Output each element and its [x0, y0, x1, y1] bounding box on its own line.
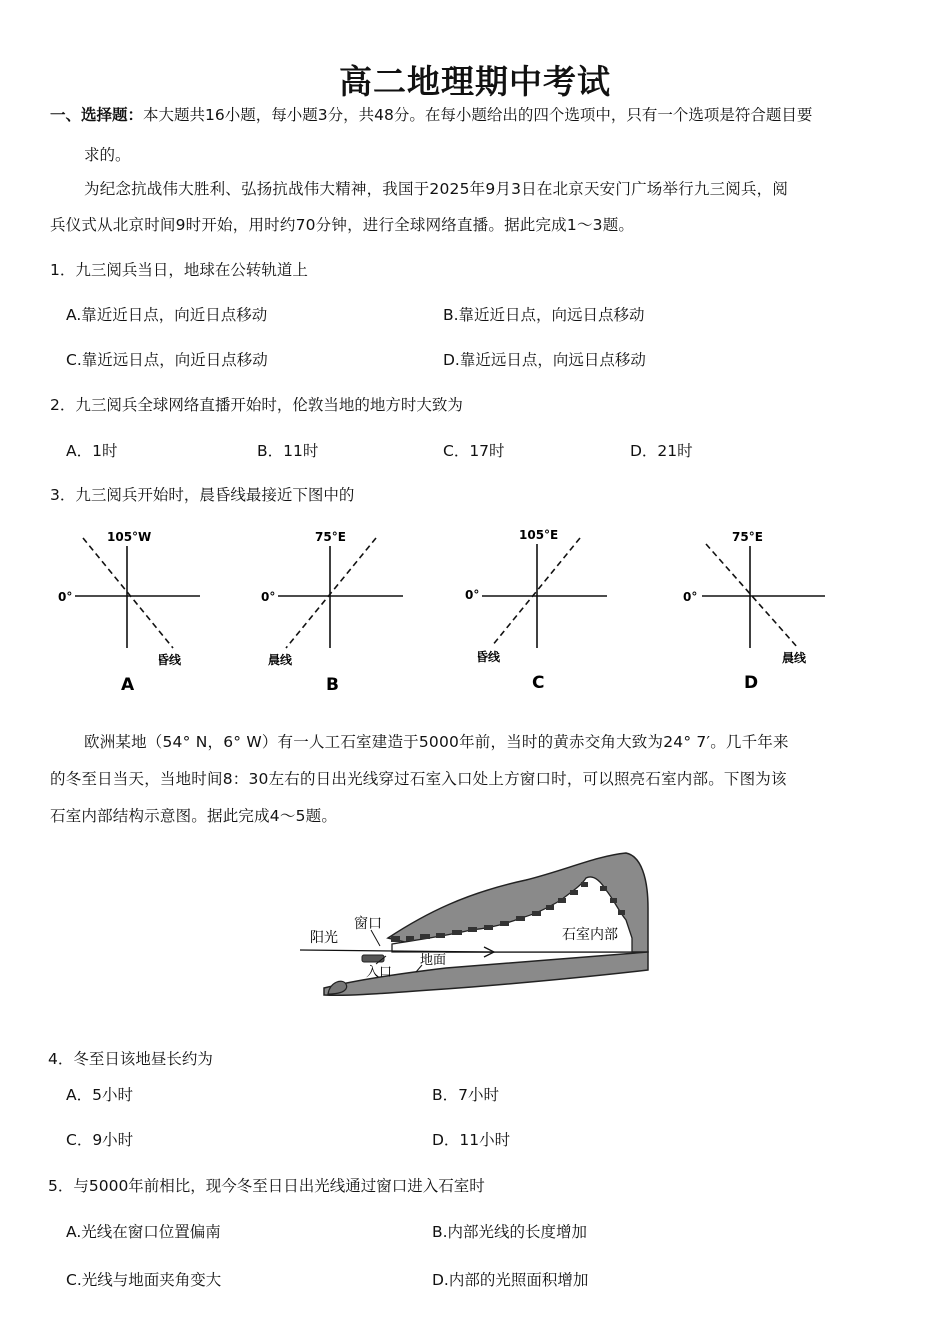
option-label: B [326, 675, 339, 695]
entrance-label: 入口 [366, 965, 393, 980]
q2-stem: 2．九三阅兵全球网络直播开始时，伦敦当地的地方时大致为 [50, 396, 463, 414]
meridian-label: 75°E [732, 530, 763, 544]
q5-option-d: D.内部的光照面积增加 [432, 1271, 589, 1289]
q5-option-c: C.光线与地面夹角变大 [66, 1271, 222, 1289]
q2-option-d: D．21时 [630, 442, 693, 460]
q1-option-d: D.靠近远日点，向远日点移动 [443, 351, 646, 369]
q4-option-d: D．11小时 [432, 1131, 511, 1149]
q1-option-c: C.靠近远日点，向近日点移动 [66, 351, 268, 369]
intro1-line1: 为纪念抗战伟大胜利、弘扬抗战伟大精神，我国于2025年9月3日在北京天安门广场举行九三阅兵，阅 [84, 180, 789, 198]
window-block [362, 955, 384, 962]
terminator-line [492, 538, 580, 646]
window-label: 窗口 [354, 916, 382, 932]
q5-stem: 5．与5000年前相比，现今冬至日日出光线通过窗口进入石室时 [48, 1177, 485, 1195]
equator-label: 0° [683, 590, 698, 604]
diagram-d [680, 522, 830, 697]
page-title: 高二地理期中考试 [339, 62, 611, 101]
q5-option-b: B.内部光线的长度增加 [432, 1223, 588, 1241]
stone-chamber-figure [296, 848, 658, 1008]
window-leader [371, 930, 380, 946]
meridian-label: 105°E [519, 528, 559, 542]
meridian-label: 75°E [315, 530, 346, 544]
q4-option-c: C．9小时 [66, 1131, 134, 1149]
intro2-line2: 的冬至日当天，当地时间8：30左右的日出光线穿过石室入口处上方窗口时，可以照亮石室内部。下图为该 [50, 770, 787, 788]
q4-stem: 4．冬至日该地昼长约为 [48, 1050, 213, 1068]
equator-label: 0° [465, 588, 480, 602]
equator-label: 0° [58, 590, 73, 604]
equator-label: 0° [261, 590, 276, 604]
option-label: D [744, 673, 759, 693]
section-label: 一、选择题： [50, 106, 144, 124]
terminator-line [83, 538, 173, 648]
section-header [50, 103, 812, 125]
q2-option-a: A．1时 [66, 442, 118, 460]
section-text-line2: 求的。 [84, 146, 131, 164]
terminator-label: 昏线 [157, 653, 182, 667]
q4-option-a: A．5小时 [66, 1086, 133, 1104]
terminator-label: 晨线 [782, 651, 807, 665]
chamber-label: 石室内部 [562, 927, 618, 943]
q1-stem: 1．九三阅兵当日，地球在公转轨道上 [50, 261, 308, 279]
intro1-line2: 兵仪式从北京时间9时开始，用时约70分钟，进行全球网络直播。据此完成1～3题。 [50, 216, 635, 234]
q3-stem: 3．九三阅兵开始时，晨昏线最接近下图中的 [50, 486, 355, 504]
terminator-label: 晨线 [268, 653, 293, 667]
option-label: A [121, 675, 135, 695]
diagram-a [55, 522, 205, 697]
q2-option-c: C．17时 [443, 442, 505, 460]
intro2-line3: 石室内部结构示意图。据此完成4～5题。 [50, 807, 338, 825]
q1-option-b: B.靠近近日点，向远日点移动 [443, 306, 645, 324]
sunlight-label: 阳光 [310, 930, 338, 946]
diagram-b [258, 522, 408, 697]
meridian-label: 105°W [107, 530, 152, 544]
section-text-line1: 本大题共16小题，每小题3分，共48分。在每小题给出的四个选项中，只有一个选项是符合题目要 [143, 106, 813, 124]
q2-option-b: B．11时 [257, 442, 319, 460]
option-label: C [532, 673, 545, 693]
ground-label: 地面 [420, 953, 447, 968]
terminator-label: 昏线 [476, 650, 501, 664]
diagram-c [462, 522, 612, 697]
terminator-line [286, 538, 376, 648]
q4-option-b: B．7小时 [432, 1086, 499, 1104]
intro2-line1: 欧洲某地（54° N，6° W）有一人工石室建造于5000年前，当时的黄赤交角大致为24° 7′。几千年来 [84, 733, 789, 751]
q1-option-a: A.靠近近日点，向近日点移动 [66, 306, 268, 324]
q5-option-a: A.光线在窗口位置偏南 [66, 1223, 221, 1241]
